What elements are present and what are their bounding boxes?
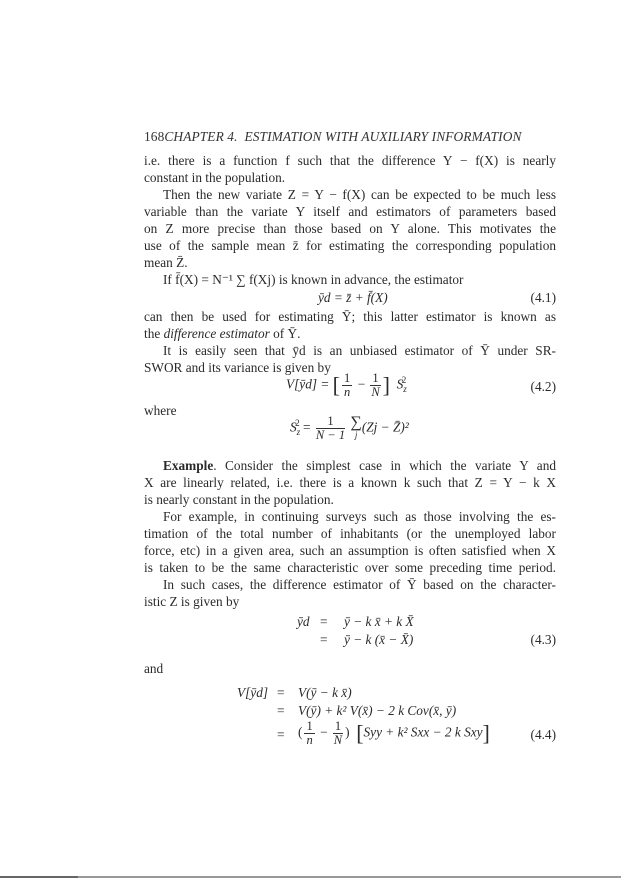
paragraph-line: is nearly constant in the population. xyxy=(144,492,334,507)
denominator: n xyxy=(306,733,313,747)
paragraph-line: on Z more precise than those based on Y alone. This motivates the xyxy=(144,221,556,236)
fraction xyxy=(304,720,314,747)
equation-lhs: V[ȳd] = xyxy=(286,376,330,392)
paragraph-line: use of the sample mean z̄ for estimating the corresponding population xyxy=(144,238,556,253)
symbol: S xyxy=(290,419,297,435)
running-header xyxy=(144,129,556,145)
example-label: Example xyxy=(163,458,214,473)
paragraph-line: timation of the total number of inhabitants (or the unemployed labor xyxy=(144,526,556,541)
summand: (Zj − Z̄)² xyxy=(361,419,409,435)
equals: = xyxy=(277,727,285,742)
equation-4-4-lhs: V[ȳd] xyxy=(237,685,269,700)
paragraph-line: i.e. there is a function f such that the difference Y − f(X) is nearly xyxy=(144,153,556,168)
paragraph-line: It is easily seen that ȳd is an unbiased estimator of Ȳ under SR- xyxy=(163,343,556,358)
equation-row xyxy=(298,720,490,747)
operator: = xyxy=(303,419,311,435)
subscript: z xyxy=(296,427,301,438)
fraction xyxy=(333,720,343,747)
paragraph-line: mean Z̄. xyxy=(144,255,188,270)
equation-lhs: ȳd xyxy=(297,614,310,629)
equation-sz xyxy=(290,415,409,442)
paragraph-line: can then be used for estimating Ȳ; this latter estimator is known as xyxy=(144,309,556,324)
equals: = xyxy=(277,685,285,700)
numerator: 1 xyxy=(343,371,351,385)
equation-4-2 xyxy=(286,372,406,399)
paragraph-line: variable than the variate Y itself and estimators of parameters based xyxy=(144,204,556,219)
paragraph-line: SWOR and its variance is given by xyxy=(144,360,331,375)
denominator: N xyxy=(371,385,380,399)
paragraph-line: Then the new variate Z = Y − f(X) can be expected to be much less xyxy=(163,187,556,202)
operator: − xyxy=(357,376,366,392)
equals: = xyxy=(277,703,285,718)
denominator: N − 1 xyxy=(315,428,346,442)
paragraph-line: is taken to be the same characteristic over some preceding time period. xyxy=(144,560,556,575)
text: . Consider the simplest case in which the variate Y and xyxy=(213,458,556,473)
equation-body: ȳd = z̄ + f̄(X) xyxy=(318,290,388,305)
paragraph-line xyxy=(144,458,556,474)
paragraph-line xyxy=(144,326,556,342)
paragraph-line: X are linearly related, i.e. there is a known k such that Z = Y − k X xyxy=(144,475,556,490)
equals: = xyxy=(320,632,328,647)
subscript: z xyxy=(403,384,407,395)
fraction xyxy=(316,415,345,442)
bracket: ] xyxy=(382,372,390,398)
paren: ) xyxy=(345,724,350,740)
bracket: [ xyxy=(356,720,364,746)
paragraph-line: constant in the population. xyxy=(144,170,286,185)
equation-number: (4.4) xyxy=(530,727,556,742)
equals: = xyxy=(320,614,328,629)
sum-symbol: ∑ xyxy=(350,413,362,431)
equation-number: (4.3) xyxy=(530,632,556,647)
fraction xyxy=(370,372,380,399)
text: of Ȳ. xyxy=(273,326,301,341)
superscript: 2 xyxy=(295,418,300,429)
paren: ( xyxy=(298,724,303,740)
running-title: CHAPTER 4. ESTIMATION WITH AUXILIARY INFORMATION xyxy=(164,129,522,144)
text: the xyxy=(144,326,161,341)
paragraph-line: istic Z is given by xyxy=(144,594,240,609)
paragraph-line: In such cases, the difference estimator of Ȳ based on the character- xyxy=(163,577,556,592)
operator: − xyxy=(320,724,328,740)
denominator: n xyxy=(343,385,351,399)
sum-index: j xyxy=(354,429,358,440)
paragraph-line: force, etc) in a given area, such an assumption is often satisfied when X xyxy=(144,543,556,558)
equation-row: ȳ − k (x̄ − X̄) xyxy=(344,632,414,647)
equation-row: V(ȳ) + k² V(x̄) − 2 k Cov(x̄, ȳ) xyxy=(298,703,457,718)
page-number: 168 xyxy=(144,129,165,144)
bracket: ] xyxy=(482,720,490,746)
paragraph-line: and xyxy=(144,661,164,676)
equation-row: V(ȳ − k x̄) xyxy=(298,685,352,700)
paragraph-line: For example, in continuing surveys such as those involving the es- xyxy=(163,509,556,524)
superscript: 2 xyxy=(401,375,407,386)
paragraph-line: If f̄(X) = N⁻¹ ∑ f(Xj) is known in advance, the estimator xyxy=(163,272,464,287)
denominator: N xyxy=(333,733,343,747)
equation-row: ȳ − k x̄ + k X̄ xyxy=(344,614,414,629)
numerator: 1 xyxy=(316,415,345,429)
equation-4-1 xyxy=(318,290,388,306)
numerator: 1 xyxy=(372,371,379,385)
emphasis-term: difference estimator xyxy=(163,326,270,341)
equation-number: (4.2) xyxy=(530,379,556,394)
bracket-body: Syy + k² Sxx − 2 k Sxy xyxy=(363,724,483,740)
bracket: [ xyxy=(332,372,340,398)
equation-4-3-lhs xyxy=(297,614,310,630)
paragraph-line: where xyxy=(144,403,177,418)
numerator: 1 xyxy=(334,719,342,733)
symbol: S xyxy=(396,376,404,392)
summation xyxy=(350,413,362,441)
numerator: 1 xyxy=(306,719,313,733)
fraction xyxy=(342,372,352,399)
equation-number: (4.1) xyxy=(530,290,556,305)
